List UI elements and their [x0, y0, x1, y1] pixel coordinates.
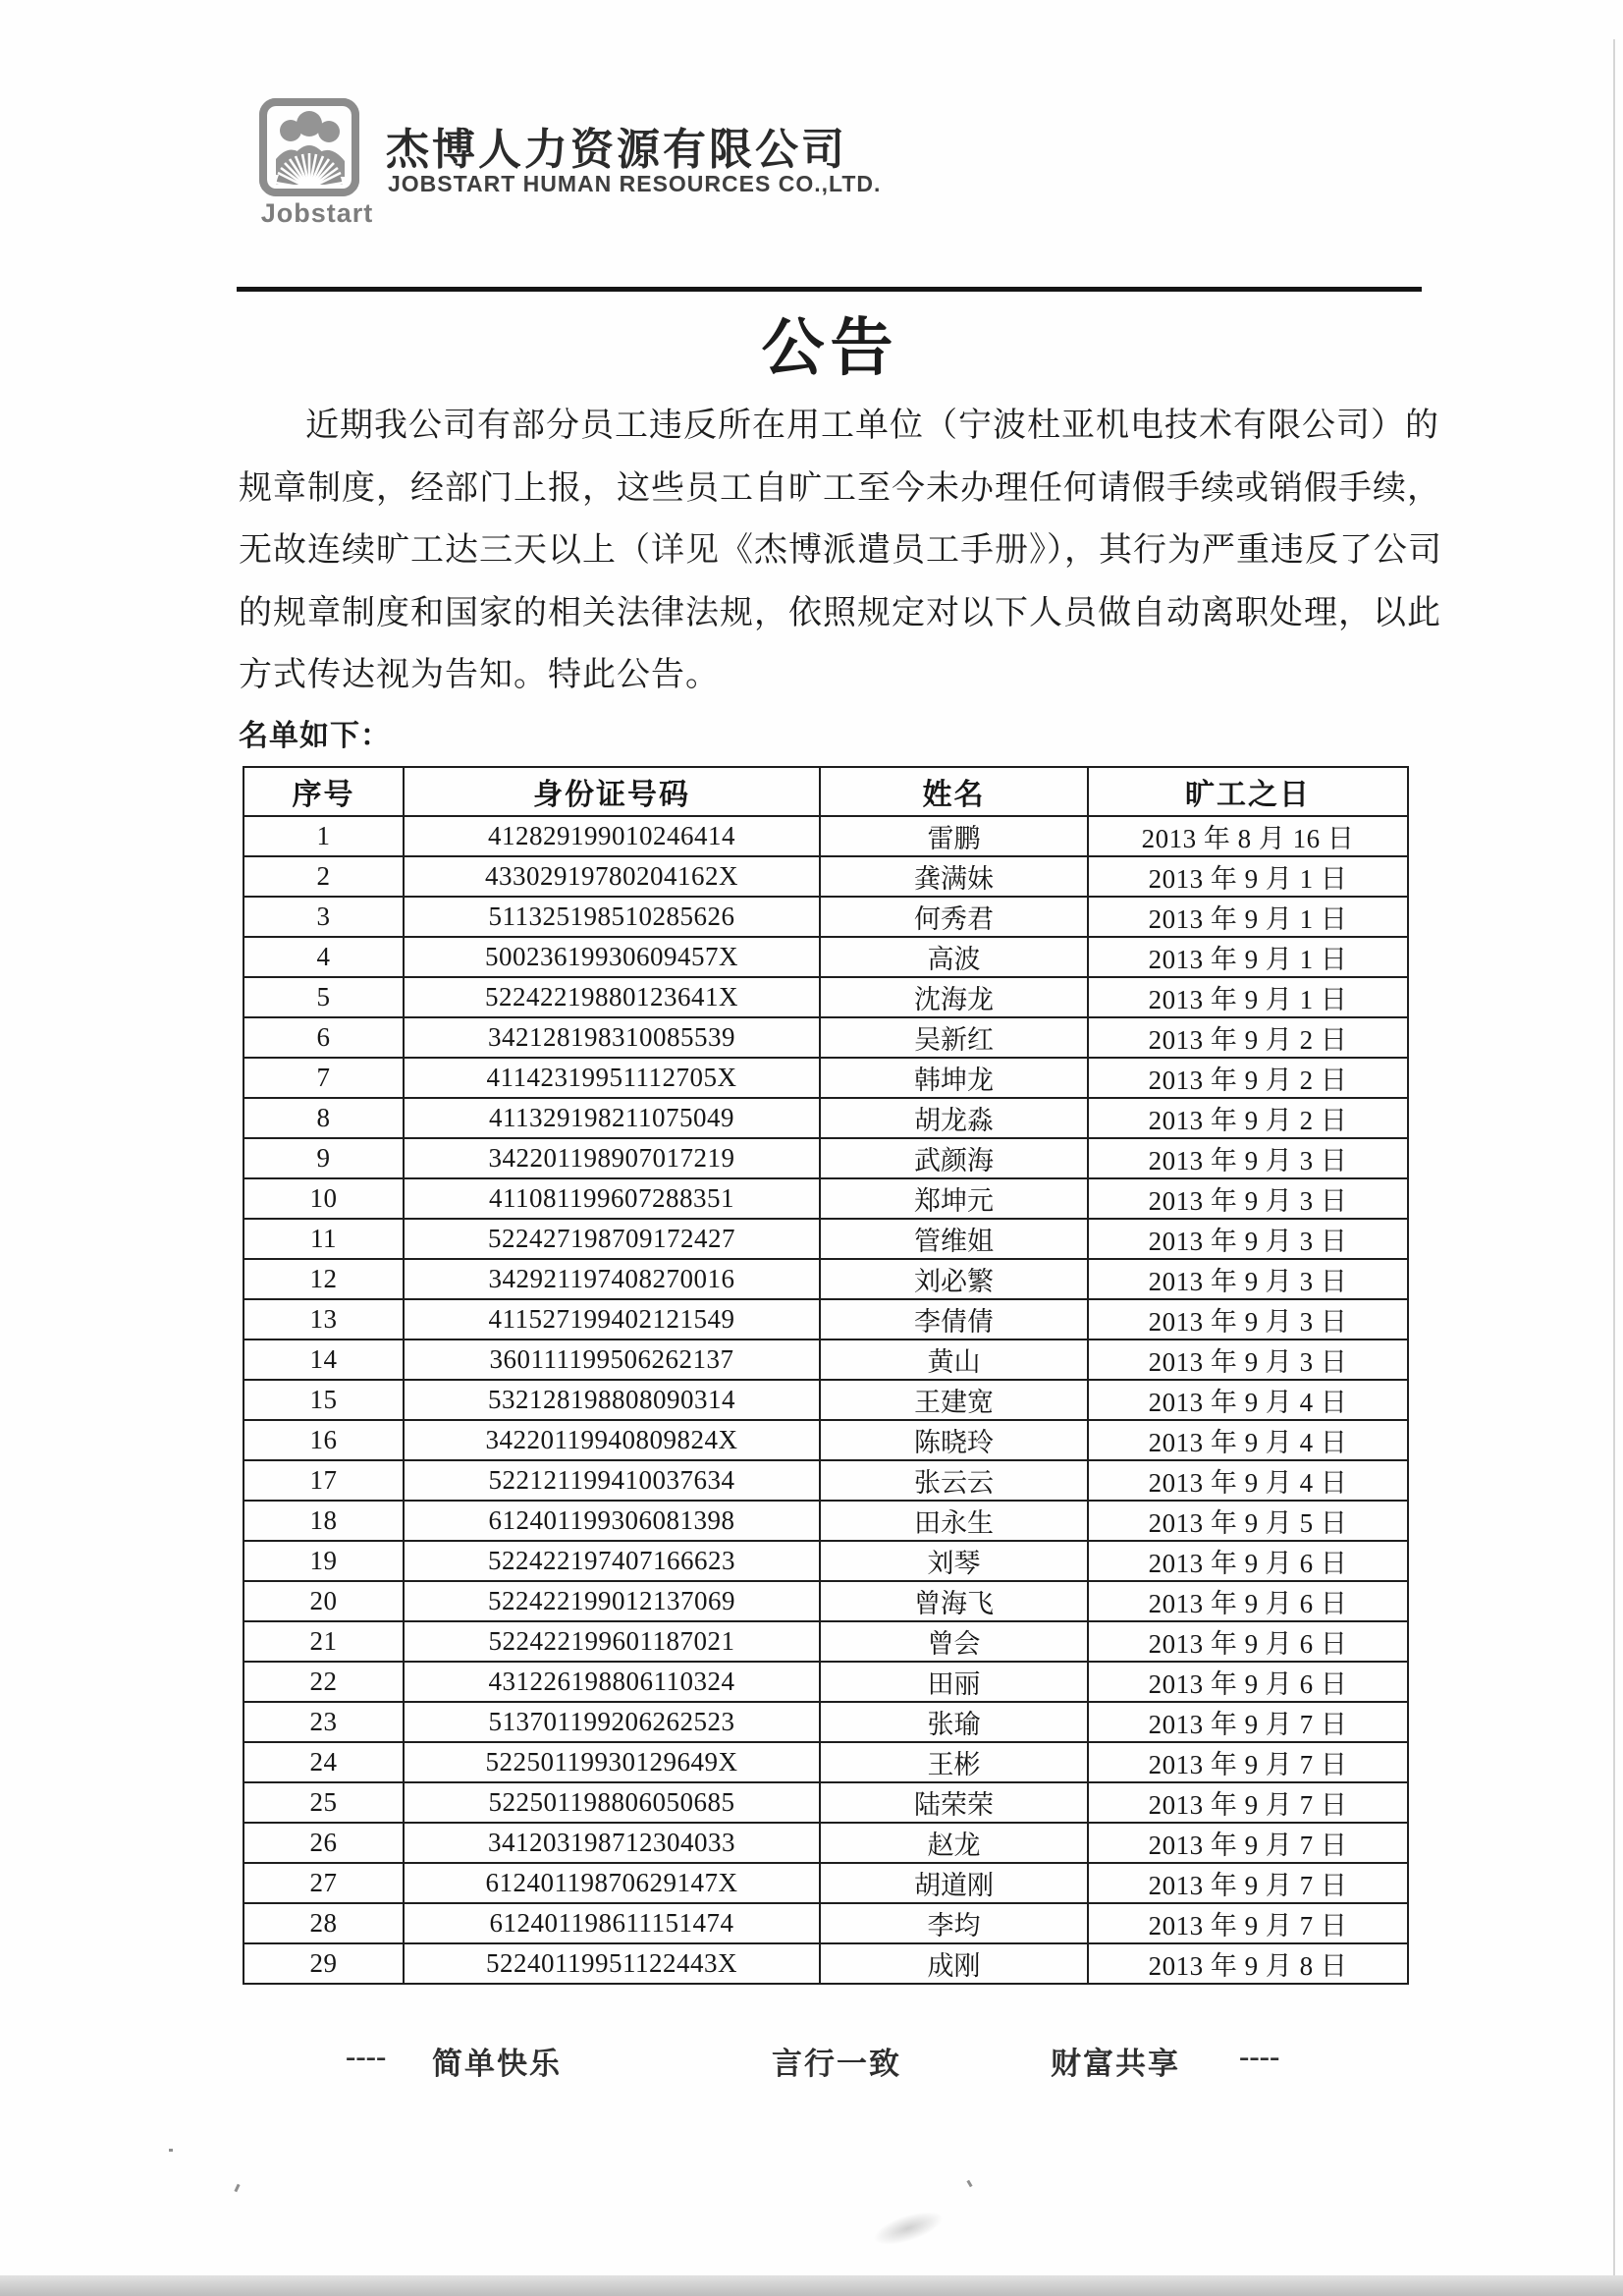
- cell-name: 胡龙淼: [820, 1098, 1088, 1138]
- footer-slogan-2: 言行一致: [772, 2047, 901, 2081]
- cell-index: 19: [243, 1541, 404, 1581]
- cell-name: 田丽: [820, 1662, 1088, 1702]
- cell-absence-date: 2013 年 9 月 2 日: [1088, 1058, 1408, 1098]
- cell-name: 刘必繁: [820, 1259, 1088, 1299]
- cell-name: 吴新红: [820, 1017, 1088, 1058]
- cell-id-number: 61240119870629147X: [404, 1863, 820, 1903]
- header-id-number: 身份证号码: [404, 767, 820, 816]
- cell-id-number: 522422199601187021: [404, 1621, 820, 1662]
- cell-index: 26: [243, 1823, 404, 1863]
- cell-index: 29: [243, 1943, 404, 1984]
- cell-id-number: 41142319951112705X: [404, 1058, 820, 1098]
- cell-index: 2: [243, 856, 404, 897]
- cell-id-number: 411081199607288351: [404, 1178, 820, 1219]
- table-row: [243, 937, 1408, 977]
- cell-name: 曾会: [820, 1621, 1088, 1662]
- table-row: [243, 977, 1408, 1017]
- cell-absence-date: 2013 年 9 月 3 日: [1088, 1138, 1408, 1178]
- cell-index: 13: [243, 1299, 404, 1339]
- cell-absence-date: 2013 年 9 月 1 日: [1088, 977, 1408, 1017]
- document-title: 公告: [761, 313, 899, 383]
- cell-absence-date: 2013 年 8 月 16 日: [1088, 816, 1408, 856]
- cell-index: 8: [243, 1098, 404, 1138]
- cell-id-number: 612401199306081398: [404, 1501, 820, 1541]
- cell-absence-date: 2013 年 9 月 8 日: [1088, 1943, 1408, 1984]
- cell-index: 25: [243, 1782, 404, 1823]
- table-row: [243, 1621, 1408, 1662]
- table-row: [243, 1943, 1408, 1984]
- cell-name: 雷鹏: [820, 816, 1088, 856]
- cell-index: 17: [243, 1460, 404, 1501]
- cell-id-number: 43302919780204162X: [404, 856, 820, 897]
- cell-id-number: 50023619930609457X: [404, 937, 820, 977]
- company-name-english: JOBSTART HUMAN RESOURCES CO.,LTD.: [388, 171, 882, 196]
- cell-id-number: 342201198907017219: [404, 1138, 820, 1178]
- table-row: [243, 1058, 1408, 1098]
- cell-id-number: 522121199410037634: [404, 1460, 820, 1501]
- cell-absence-date: 2013 年 9 月 4 日: [1088, 1380, 1408, 1420]
- cell-name: 李均: [820, 1903, 1088, 1943]
- cell-index: 3: [243, 897, 404, 937]
- body-line-1: 近期我公司有部分员工违反所在用工单位（宁波杜亚机电技术有限公司）的: [305, 408, 1439, 444]
- cell-name: 王彬: [820, 1742, 1088, 1782]
- cell-name: 田永生: [820, 1501, 1088, 1541]
- cell-index: 10: [243, 1178, 404, 1219]
- table-row: [243, 1501, 1408, 1541]
- cell-id-number: 52250119930129649X: [404, 1742, 820, 1782]
- cell-id-number: 513701199206262523: [404, 1702, 820, 1742]
- cell-index: 16: [243, 1420, 404, 1460]
- cell-absence-date: 2013 年 9 月 6 日: [1088, 1581, 1408, 1621]
- table-row: [243, 1903, 1408, 1943]
- scan-speck: [169, 2149, 173, 2152]
- table-header-row: [243, 767, 1408, 816]
- footer-slogans: [0, 2039, 1623, 2082]
- cell-index: 18: [243, 1501, 404, 1541]
- list-label: 名单如下：: [239, 720, 391, 752]
- cell-absence-date: 2013 年 9 月 7 日: [1088, 1823, 1408, 1863]
- cell-name: 张瑜: [820, 1702, 1088, 1742]
- table-row: [243, 1742, 1408, 1782]
- cell-index: 9: [243, 1138, 404, 1178]
- cell-name: 龚满妹: [820, 856, 1088, 897]
- cell-name: 王建宽: [820, 1380, 1088, 1420]
- cell-absence-date: 2013 年 9 月 1 日: [1088, 856, 1408, 897]
- cell-index: 20: [243, 1581, 404, 1621]
- cell-id-number: 612401198611151474: [404, 1903, 820, 1943]
- cell-id-number: 431226198806110324: [404, 1662, 820, 1702]
- cell-absence-date: 2013 年 9 月 2 日: [1088, 1098, 1408, 1138]
- table-row: [243, 1460, 1408, 1501]
- cell-id-number: 522501198806050685: [404, 1782, 820, 1823]
- cell-absence-date: 2013 年 9 月 4 日: [1088, 1420, 1408, 1460]
- company-logo: [258, 98, 376, 229]
- cell-name: 刘琴: [820, 1541, 1088, 1581]
- table-row: [243, 1299, 1408, 1339]
- cell-id-number: 411329198211075049: [404, 1098, 820, 1138]
- table-row: [243, 1138, 1408, 1178]
- table-row: [243, 1178, 1408, 1219]
- cell-name: 赵龙: [820, 1823, 1088, 1863]
- cell-id-number: 411527199402121549: [404, 1299, 820, 1339]
- company-name-chinese: 杰博人力资源有限公司: [386, 126, 847, 174]
- header-divider-rule: [237, 287, 1422, 292]
- header-name: 姓名: [820, 767, 1088, 816]
- cell-index: 27: [243, 1863, 404, 1903]
- cell-absence-date: 2013 年 9 月 6 日: [1088, 1621, 1408, 1662]
- table-row: [243, 897, 1408, 937]
- footer-dash-left: ----: [346, 2039, 387, 2073]
- table-row: [243, 1541, 1408, 1581]
- cell-id-number: 342921197408270016: [404, 1259, 820, 1299]
- cell-id-number: 52242219880123641X: [404, 977, 820, 1017]
- footer-slogan-1: 简单快乐: [432, 2047, 562, 2081]
- table-row: [243, 1219, 1408, 1259]
- body-line-2: 规章制度，经部门上报，这些员工自旷工至今未办理任何请假手续或销假手续，: [239, 469, 1441, 507]
- cell-name: 胡道刚: [820, 1863, 1088, 1903]
- cell-name: 张云云: [820, 1460, 1088, 1501]
- table-body: [243, 816, 1408, 1984]
- jobstart-logo-icon: [258, 98, 360, 196]
- cell-id-number: 522422199012137069: [404, 1581, 820, 1621]
- cell-name: 管维姐: [820, 1219, 1088, 1259]
- cell-name: 成刚: [820, 1943, 1088, 1984]
- cell-absence-date: 2013 年 9 月 7 日: [1088, 1702, 1408, 1742]
- cell-absence-date: 2013 年 9 月 1 日: [1088, 897, 1408, 937]
- cell-absence-date: 2013 年 9 月 5 日: [1088, 1501, 1408, 1541]
- cell-absence-date: 2013 年 9 月 7 日: [1088, 1742, 1408, 1782]
- cell-index: 1: [243, 816, 404, 856]
- cell-absence-date: 2013 年 9 月 6 日: [1088, 1662, 1408, 1702]
- body-line-5: 方式传达视为告知。特此公告。: [239, 657, 720, 693]
- header-absence-date: 旷工之日: [1088, 767, 1408, 816]
- cell-absence-date: 2013 年 9 月 1 日: [1088, 937, 1408, 977]
- footer-slogan-3: 财富共享: [1051, 2047, 1180, 2081]
- cell-index: 12: [243, 1259, 404, 1299]
- cell-index: 11: [243, 1219, 404, 1259]
- logo-wordmark: Jobstart: [260, 198, 374, 228]
- table-row: [243, 1098, 1408, 1138]
- cell-absence-date: 2013 年 9 月 7 日: [1088, 1863, 1408, 1903]
- cell-id-number: 341203198712304033: [404, 1823, 820, 1863]
- table-row: [243, 1581, 1408, 1621]
- cell-name: 武颜海: [820, 1138, 1088, 1178]
- cell-index: 4: [243, 937, 404, 977]
- table-row: [243, 1017, 1408, 1058]
- cell-absence-date: 2013 年 9 月 6 日: [1088, 1541, 1408, 1581]
- body-line-3: 无故连续旷工达三天以上（详见《杰博派遣员工手册》），其行为严重违反了公司: [239, 532, 1442, 569]
- cell-absence-date: 2013 年 9 月 7 日: [1088, 1782, 1408, 1823]
- absentee-roster-table: [243, 766, 1409, 1985]
- cell-index: 5: [243, 977, 404, 1017]
- cell-index: 21: [243, 1621, 404, 1662]
- cell-id-number: 342128198310085539: [404, 1017, 820, 1058]
- cell-absence-date: 2013 年 9 月 3 日: [1088, 1219, 1408, 1259]
- scan-speck: [966, 2180, 972, 2188]
- table-row: [243, 1380, 1408, 1420]
- cell-name: 何秀君: [820, 897, 1088, 937]
- scan-edge-bottom: [0, 2275, 1623, 2296]
- cell-id-number: 532128198808090314: [404, 1380, 820, 1420]
- table-row: [243, 1662, 1408, 1702]
- table-row: [243, 1823, 1408, 1863]
- footer-dash-right: ----: [1239, 2039, 1280, 2073]
- scan-speck: [234, 2184, 240, 2193]
- table-row: [243, 1339, 1408, 1380]
- cell-absence-date: 2013 年 9 月 3 日: [1088, 1259, 1408, 1299]
- table-row: [243, 856, 1408, 897]
- cell-index: 28: [243, 1903, 404, 1943]
- header-index: 序号: [243, 767, 404, 816]
- cell-absence-date: 2013 年 9 月 4 日: [1088, 1460, 1408, 1501]
- cell-index: 23: [243, 1702, 404, 1742]
- table-row: [243, 1863, 1408, 1903]
- cell-name: 韩坤龙: [820, 1058, 1088, 1098]
- table-row: [243, 1782, 1408, 1823]
- cell-name: 郑坤元: [820, 1178, 1088, 1219]
- cell-id-number: 34220119940809824X: [404, 1420, 820, 1460]
- cell-index: 6: [243, 1017, 404, 1058]
- cell-absence-date: 2013 年 9 月 2 日: [1088, 1017, 1408, 1058]
- cell-index: 24: [243, 1742, 404, 1782]
- table-row: [243, 1259, 1408, 1299]
- cell-name: 陈晓玲: [820, 1420, 1088, 1460]
- cell-id-number: 52240119951122443X: [404, 1943, 820, 1984]
- scan-smudge: [870, 2205, 947, 2252]
- cell-name: 曾海飞: [820, 1581, 1088, 1621]
- cell-index: 7: [243, 1058, 404, 1098]
- cell-name: 陆荣荣: [820, 1782, 1088, 1823]
- cell-name: 黄山: [820, 1339, 1088, 1380]
- cell-id-number: 360111199506262137: [404, 1339, 820, 1380]
- cell-name: 沈海龙: [820, 977, 1088, 1017]
- cell-index: 22: [243, 1662, 404, 1702]
- table-row: [243, 1420, 1408, 1460]
- cell-absence-date: 2013 年 9 月 7 日: [1088, 1903, 1408, 1943]
- cell-id-number: 522427198709172427: [404, 1219, 820, 1259]
- cell-index: 14: [243, 1339, 404, 1380]
- announcement-body: [239, 395, 1442, 707]
- cell-absence-date: 2013 年 9 月 3 日: [1088, 1339, 1408, 1380]
- body-line-4: 的规章制度和国家的相关法律法规，依照规定对以下人员做自动离职处理，以此: [239, 594, 1441, 631]
- table-row: [243, 816, 1408, 856]
- cell-id-number: 511325198510285626: [404, 897, 820, 937]
- cell-id-number: 412829199010246414: [404, 816, 820, 856]
- cell-name: 李倩倩: [820, 1299, 1088, 1339]
- table-row: [243, 1702, 1408, 1742]
- cell-name: 高波: [820, 937, 1088, 977]
- cell-index: 15: [243, 1380, 404, 1420]
- scan-edge-right: [1613, 39, 1615, 2288]
- cell-id-number: 522422197407166623: [404, 1541, 820, 1581]
- cell-absence-date: 2013 年 9 月 3 日: [1088, 1178, 1408, 1219]
- cell-absence-date: 2013 年 9 月 3 日: [1088, 1299, 1408, 1339]
